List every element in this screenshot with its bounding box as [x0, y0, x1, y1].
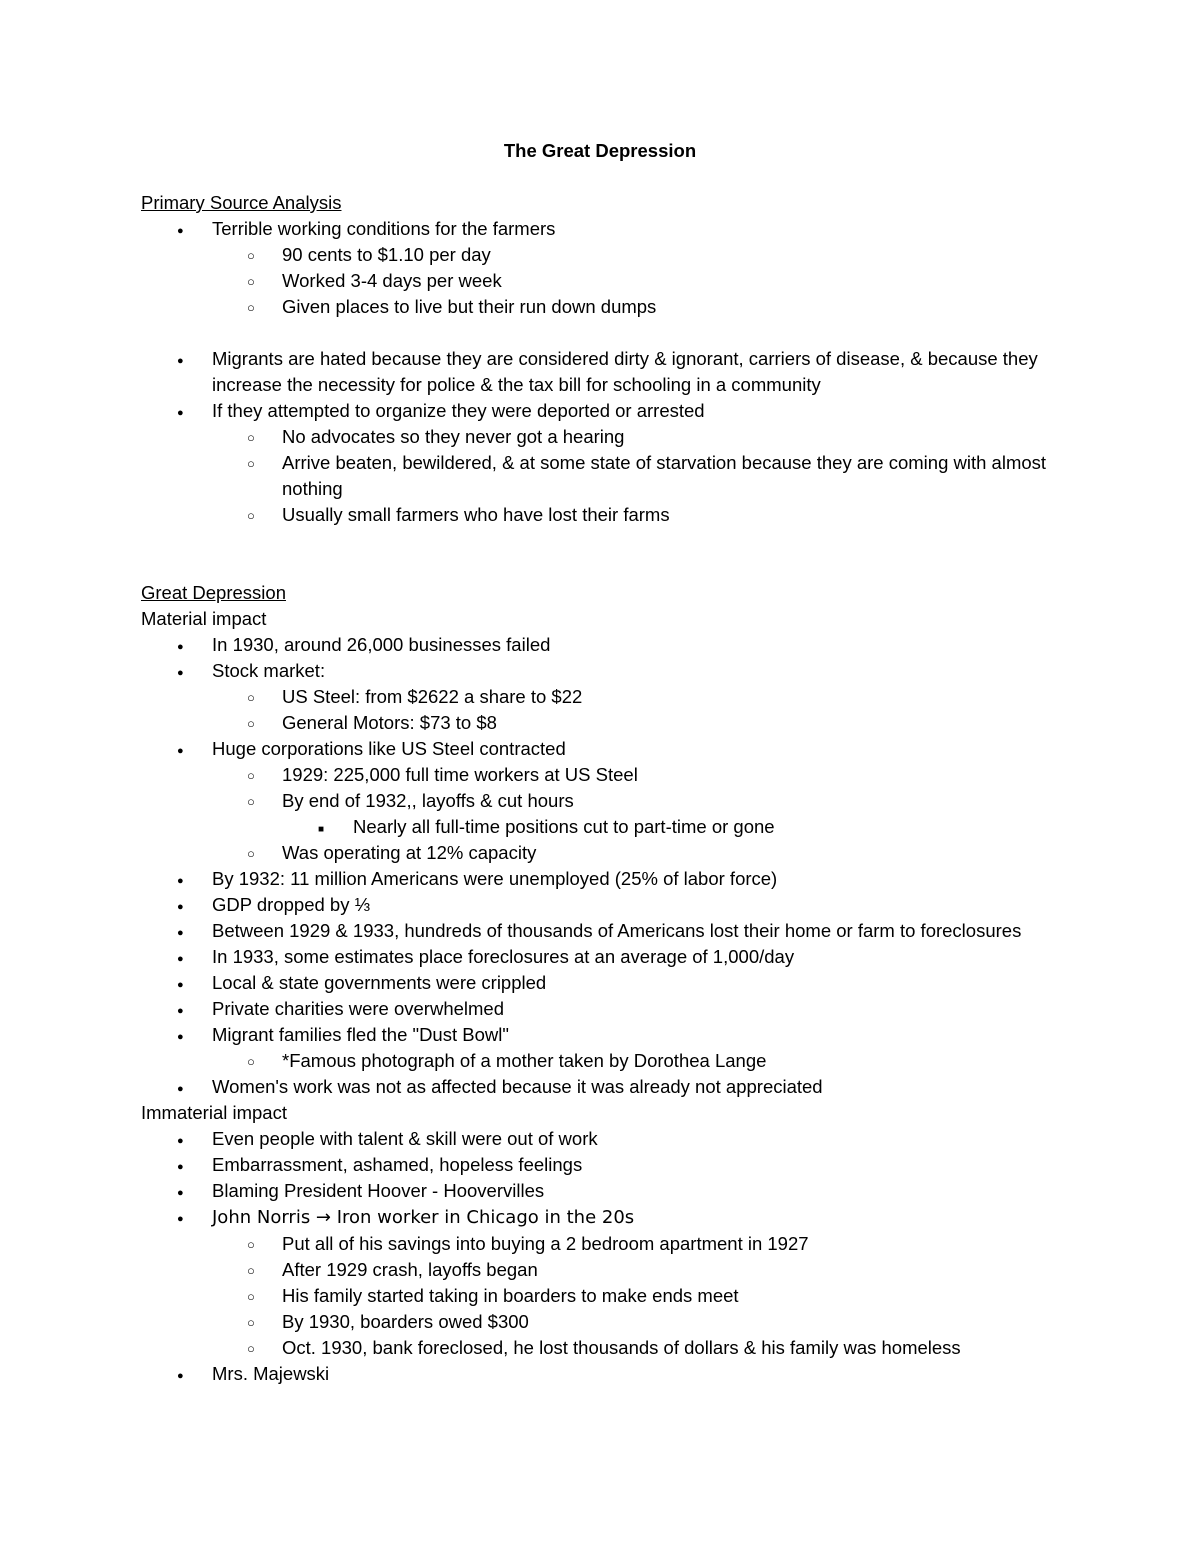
bullet-circle-icon: [247, 502, 255, 529]
list-item: ○ US Steel: from $2622 a share to $22: [141, 684, 1061, 710]
bullet-disc-icon: [177, 632, 184, 660]
list-item: ○ After 1929 crash, layoffs began: [141, 1257, 1061, 1283]
bullet-circle-icon: [247, 268, 255, 295]
material-impact-list: [141, 632, 1061, 1100]
bullet-circle-icon: [247, 840, 255, 867]
list-item: ● GDP dropped by ⅓: [141, 892, 1061, 918]
list-item: ● Migrant families fled the "Dust Bowl": [141, 1022, 1061, 1048]
list-item: ● Women's work was not as affected because it was already not appreciated: [141, 1074, 1061, 1100]
bullet-circle-icon: [247, 1257, 255, 1284]
bullet-circle-icon: [247, 294, 255, 321]
bullet-circle-icon: [247, 1231, 255, 1258]
bullet-circle-icon: [247, 450, 255, 477]
bullet-circle-icon: [247, 424, 255, 451]
list-item: ○ By end of 1932,, layoffs & cut hours: [141, 788, 1061, 814]
list-item: ○ 90 cents to $1.10 per day: [141, 242, 1061, 268]
list-item: ○ Usually small farmers who have lost their farms: [141, 502, 1061, 528]
spacer: [141, 320, 1061, 346]
list-item: ○ No advocates so they never got a hearing: [141, 424, 1061, 450]
list-item: ● John Norris → Iron worker in Chicago in the 20s: [141, 1204, 1061, 1231]
list-item: ● Terrible working conditions for the farmers: [141, 216, 1061, 242]
list-item: ● If they attempted to organize they were deported or arrested: [141, 398, 1061, 424]
list-item: ● Local & state governments were crippled: [141, 970, 1061, 996]
bullet-disc-icon: [177, 1022, 184, 1050]
list-item: ○ By 1930, boarders owed $300: [141, 1309, 1061, 1335]
list-item: ● Even people with talent & skill were out of work: [141, 1126, 1061, 1152]
bullet-disc-icon: [177, 1152, 184, 1180]
list-item: ● Private charities were overwhelmed: [141, 996, 1061, 1022]
list-item: ○ General Motors: $73 to $8: [141, 710, 1061, 736]
list-item: ● Huge corporations like US Steel contracted: [141, 736, 1061, 762]
bullet-disc-icon: [177, 892, 184, 920]
page-title: The Great Depression: [503, 140, 697, 161]
list-item: ○ Oct. 1930, bank foreclosed, he lost thousands of dollars & his family was homeless: [141, 1335, 1061, 1361]
list-item: ● By 1932: 11 million Americans were unemployed (25% of labor force): [141, 866, 1061, 892]
bullet-disc-icon: [177, 944, 184, 972]
list-item: ● Embarrassment, ashamed, hopeless feelings: [141, 1152, 1061, 1178]
list-item: ● Stock market:: [141, 658, 1061, 684]
section-heading-great-depression: Great Depression: [141, 582, 286, 603]
list-item: ● Migrants are hated because they are considered dirty & ignorant, carriers of disease, & because they increase the necessity for police & the tax bill for schooling in a community: [141, 346, 1061, 398]
list-item: ○ Given places to live but their run down dumps: [141, 294, 1061, 320]
list-item: ○ Arrive beaten, bewildered, & at some state of starvation because they are coming with almost nothing: [141, 450, 1061, 502]
bullet-disc-icon: [177, 1178, 184, 1206]
bullet-disc-icon: [177, 658, 184, 686]
bullet-disc-icon: [177, 866, 184, 894]
list-item: ○ Put all of his savings into buying a 2 bedroom apartment in 1927: [141, 1231, 1061, 1257]
bullet-disc-icon: [177, 970, 184, 998]
list-item: ■ Nearly all full-time positions cut to part-time or gone: [141, 814, 1061, 840]
bullet-disc-icon: [177, 996, 184, 1024]
spacer: [141, 528, 1061, 580]
list-item: ● In 1930, around 26,000 businesses failed: [141, 632, 1061, 658]
list-item: ○ 1929: 225,000 full time workers at US Steel: [141, 762, 1061, 788]
bullet-circle-icon: [247, 788, 255, 815]
list-item: ○ Worked 3-4 days per week: [141, 268, 1061, 294]
bullet-disc-icon: [177, 398, 184, 426]
bullet-disc-icon: [177, 1074, 184, 1102]
bullet-circle-icon: [247, 1309, 255, 1336]
list-item: ○ Was operating at 12% capacity: [141, 840, 1061, 866]
bullet-disc-icon: [177, 1204, 184, 1232]
list-item: ● Blaming President Hoover - Hoovervilles: [141, 1178, 1061, 1204]
list-item: ○ *Famous photograph of a mother taken by Dorothea Lange: [141, 1048, 1061, 1074]
bullet-disc-icon: [177, 346, 184, 374]
bullet-disc-icon: [177, 736, 184, 764]
bullet-square-icon: [318, 814, 324, 843]
bullet-circle-icon: [247, 1335, 255, 1362]
list-item: ● Between 1929 & 1933, hundreds of thousands of Americans lost their home or farm to foreclosures: [141, 918, 1061, 944]
bullet-disc-icon: [177, 216, 184, 244]
bullet-circle-icon: [247, 684, 255, 711]
list-item: ● Mrs. Majewski: [141, 1361, 1061, 1387]
section-heading-primary-source: Primary Source Analysis: [141, 192, 342, 213]
bullet-disc-icon: [177, 1361, 184, 1389]
primary-source-list-2: [141, 346, 1061, 528]
bullet-circle-icon: [247, 1048, 255, 1075]
list-item: ○ His family started taking in boarders to make ends meet: [141, 1283, 1061, 1309]
bullet-circle-icon: [247, 710, 255, 737]
bullet-circle-icon: [247, 762, 255, 789]
document-body: [141, 190, 1061, 1387]
bullet-circle-icon: [247, 1283, 255, 1310]
list-item: ● In 1933, some estimates place foreclosures at an average of 1,000/day: [141, 944, 1061, 970]
primary-source-list: [141, 216, 1061, 320]
bullet-circle-icon: [247, 242, 255, 269]
bullet-disc-icon: [177, 1126, 184, 1154]
bullet-disc-icon: [177, 918, 184, 946]
subheading-immaterial-impact: Immaterial impact: [141, 1102, 287, 1123]
subheading-material-impact: Material impact: [141, 608, 267, 629]
immaterial-impact-list: [141, 1126, 1061, 1387]
